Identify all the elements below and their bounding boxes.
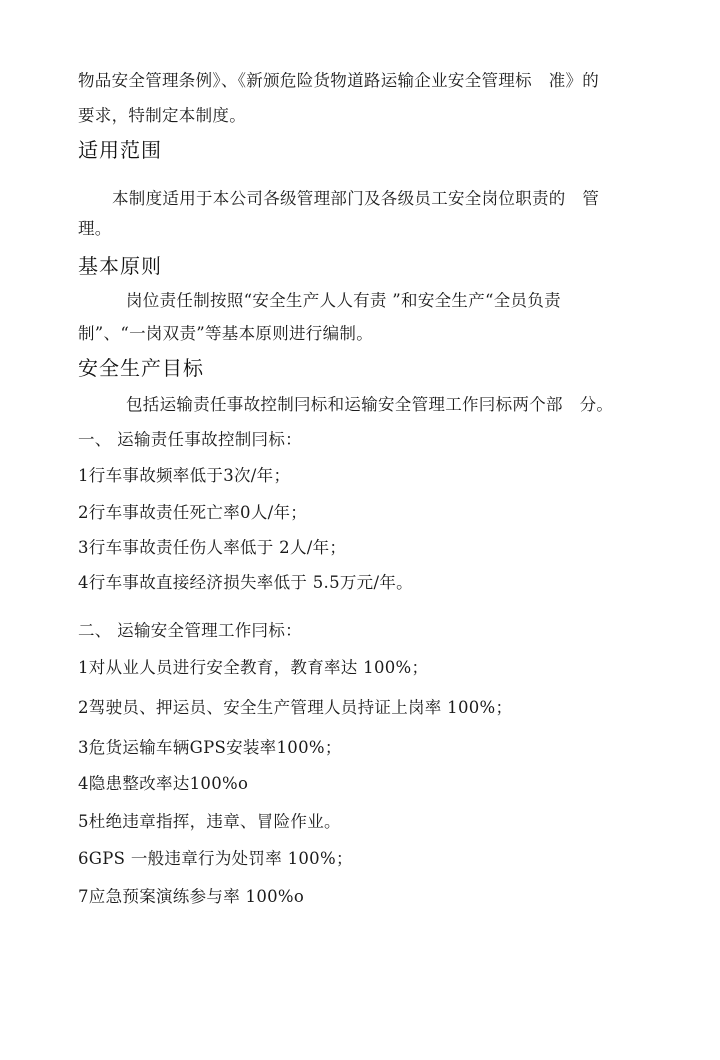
section2-item: 7应急预案演练参与率 100%o xyxy=(78,887,305,906)
section2-item: 3危货运输车辆GPS安装率100%； xyxy=(78,738,342,757)
section1-item: 3行车事故责任伤人率低于 2人/年； xyxy=(78,538,347,557)
intro-line-2: 要求，特制定本制度。 xyxy=(78,106,246,125)
principles-line-1: 岗位责任制按照“安全生产人人有责 ”和安全生产“全员负责 xyxy=(126,291,561,310)
section1-item: 4行车事故直接经济损失率低于 5.5万元/年。 xyxy=(78,573,413,592)
section1-item: 1行车事故频率低于3次/年； xyxy=(78,466,291,485)
section2-item: 4隐患整改率达100%o xyxy=(78,774,249,793)
principles-heading: 基本原则 xyxy=(78,254,162,278)
goals-heading: 安全生产目标 xyxy=(78,356,204,380)
section1-title: 一、 运输责任事故控制冃标： xyxy=(78,430,302,449)
section2-title: 二、 运输安全管理工作冃标： xyxy=(78,621,302,640)
scope-line-1: 本制度适用于本公司各级管理部门及各级员工安全岗位职责的 管 xyxy=(112,189,600,208)
scope-line-2: 理。 xyxy=(78,219,112,238)
section1-item: 2行车事故责任死亡率0人/年； xyxy=(78,503,308,522)
section2-item: 1对从业人员进行安全教育，教育率达 100%； xyxy=(78,658,429,677)
goals-intro: 包括运输责任事故控制冃标和运输安全管理工作冃标两个部 分。 xyxy=(126,395,614,414)
section2-item: 2驾驶员、押运员、安全生产管理人员持证上岗率 100%； xyxy=(78,698,513,717)
principles-line-2: 制”、“一岗双责”等基本原则进行编制。 xyxy=(78,324,374,343)
intro-line-1: 物品安全管理条例》、《新颁危险货物道路运输企业安全管理标 准》的 xyxy=(78,71,600,90)
section2-item: 5杜绝违章指挥，违章、冒险作业。 xyxy=(78,812,341,831)
scope-heading: 适用范围 xyxy=(78,138,162,162)
section2-item: 6GPS 一般违章行为处罚率 100%； xyxy=(78,849,353,868)
